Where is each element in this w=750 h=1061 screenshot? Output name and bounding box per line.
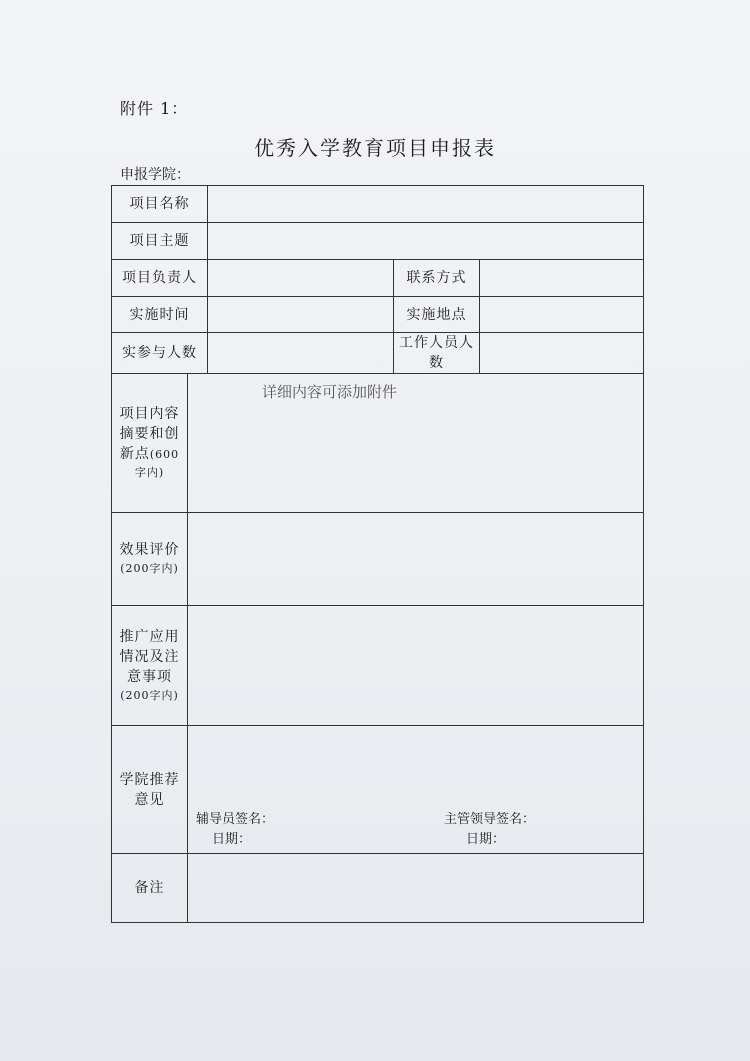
remarks-label: 备注: [112, 854, 188, 923]
summary-label-line4: 字内): [134, 466, 165, 479]
leader-signature-label: 主管领导签名：: [444, 812, 536, 827]
summary-label-line1: 项目内容: [119, 406, 180, 422]
effect-label: [112, 513, 188, 606]
opinion-label: [112, 726, 188, 854]
row-remarks: [112, 854, 644, 923]
row-effect: [112, 513, 644, 606]
time-label: 实施时间: [112, 297, 208, 333]
promotion-field[interactable]: [188, 606, 644, 726]
project-theme-field[interactable]: [208, 223, 644, 260]
attachment-hint: 详细内容可添加附件: [262, 383, 398, 401]
promotion-label-line3: 意事项: [127, 668, 172, 685]
project-theme-label: 项目主题: [112, 223, 208, 260]
project-leader-field[interactable]: [208, 260, 394, 297]
opinion-field[interactable]: [188, 726, 644, 854]
attachment-label: 附件 1：: [120, 99, 189, 118]
project-name-label: 项目名称: [112, 186, 208, 223]
contact-field[interactable]: [480, 260, 644, 297]
participants-label: 实参与人数: [112, 333, 208, 374]
remarks-field[interactable]: [188, 854, 644, 923]
effect-field[interactable]: [188, 513, 644, 606]
staff-label-line1: 工作人员人: [399, 335, 474, 351]
counselor-signature-label: 辅导员签名：: [196, 812, 275, 827]
effect-label-line2: (200字内): [120, 562, 179, 575]
staff-count-label: [394, 333, 480, 374]
row-time-place: [112, 297, 644, 333]
promotion-label-line4: (200字内): [120, 688, 179, 702]
effect-label-line1: 效果评价: [119, 542, 180, 558]
application-form-table: [111, 185, 644, 923]
staff-count-field[interactable]: [480, 333, 644, 374]
row-project-leader: [112, 260, 644, 297]
participants-field[interactable]: [208, 333, 394, 374]
time-field[interactable]: [208, 297, 394, 333]
form-title: 优秀入学教育项目申报表: [254, 136, 496, 160]
project-name-field[interactable]: [208, 186, 644, 223]
row-promotion: [112, 606, 644, 726]
summary-label-line3-text: 新点: [119, 446, 150, 462]
summary-limit-note: (600: [149, 448, 180, 461]
promotion-label-line1: 推广应用: [119, 628, 180, 645]
place-label: 实施地点: [394, 297, 480, 333]
summary-label-line3: [112, 444, 187, 464]
opinion-label-line1: 学院推荐: [119, 771, 180, 788]
promotion-label-line2: 情况及注: [119, 648, 180, 665]
promotion-label: [112, 606, 188, 726]
leader-date-label: 日期：: [466, 832, 506, 847]
staff-label-line2: 数: [429, 355, 444, 371]
college-label: 申报学院：: [120, 167, 190, 183]
summary-field[interactable]: [188, 374, 644, 513]
counselor-date-label: 日期：: [212, 832, 252, 847]
row-project-theme: [112, 223, 644, 260]
opinion-label-line2: 意见: [134, 791, 165, 808]
row-opinion: [112, 726, 644, 854]
summary-label-line2: 摘要和创: [119, 426, 180, 442]
row-participants: [112, 333, 644, 374]
project-leader-label: 项目负责人: [112, 260, 208, 297]
summary-label: [112, 374, 188, 513]
place-field[interactable]: [480, 297, 644, 333]
row-project-name: [112, 186, 644, 223]
contact-label: 联系方式: [394, 260, 480, 297]
